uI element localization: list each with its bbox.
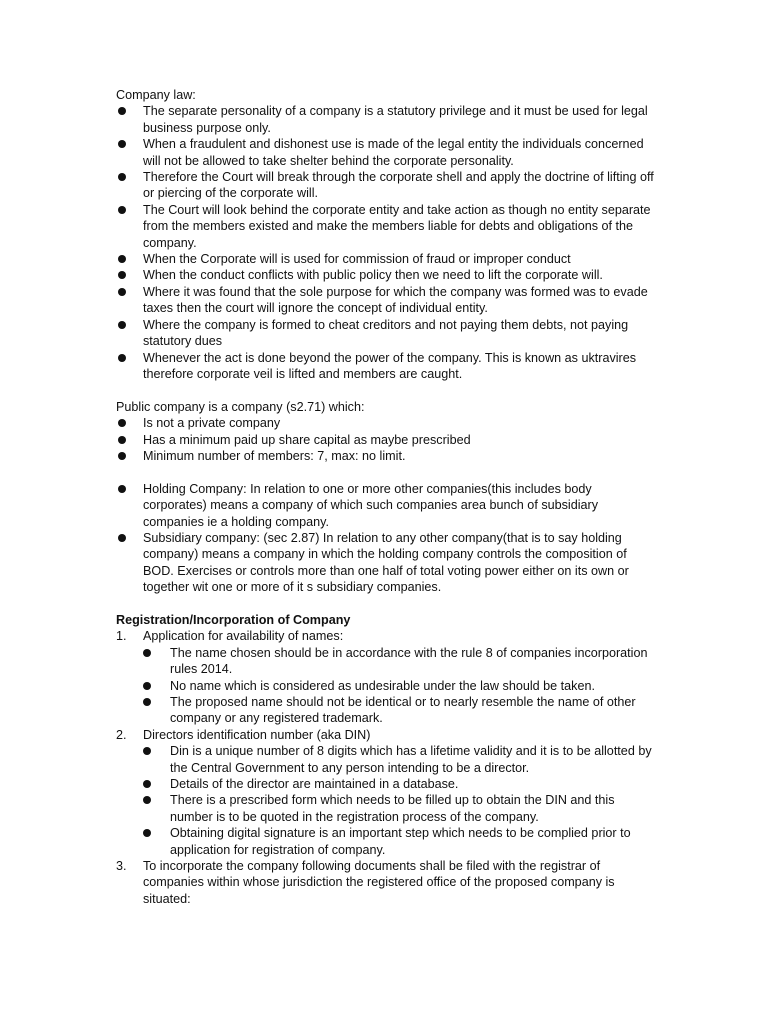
list-item: Where the company is formed to cheat creditors and not paying them debts, not paying statutory dues xyxy=(116,317,656,350)
list-item: Holding Company: In relation to one or more other companies(this includes body corporates) means a company of which such companies area bunch of subsidiary companies ie a holding company. xyxy=(116,481,656,530)
list-item: The name chosen should be in accordance with the rule 8 of companies incorporation rules 2014. xyxy=(143,645,656,678)
public-company-list xyxy=(116,415,656,464)
list-item: When a fraudulent and dishonest use is made of the legal entity the individuals concerned will not be allowed to take shelter behind the corporate personality. xyxy=(116,136,656,169)
registration-steps xyxy=(116,628,656,907)
spacer xyxy=(116,382,656,398)
list-item: Where it was found that the sole purpose for which the company was formed was to evade taxes then the court will ignore the concept of individual entity. xyxy=(116,284,656,317)
registration-heading: Registration/Incorporation of Company xyxy=(116,612,351,627)
list-item: Minimum number of members: 7, max: no limit. xyxy=(116,448,656,464)
step-sublist xyxy=(143,645,656,727)
list-item: The Court will look behind the corporate entity and take action as though no entity separate from the members existed and make the members liable for debts and obligations of the company. xyxy=(116,202,656,251)
company-law-heading: Company law: xyxy=(116,88,196,102)
list-item: Obtaining digital signature is an important step which needs to be complied prior to application for registration of company. xyxy=(143,825,656,858)
list-item: There is a prescribed form which needs to be filled up to obtain the DIN and this number is to be quoted in the registration process of the company. xyxy=(143,792,656,825)
list-item: Is not a private company xyxy=(116,415,656,431)
spacer xyxy=(116,464,656,480)
step-number: 2. xyxy=(116,727,127,742)
list-item: The proposed name should not be identical or to nearly resemble the name of other company or any registered trademark. xyxy=(143,694,656,727)
list-item: When the Corporate will is used for commission of fraud or improper conduct xyxy=(116,251,656,267)
step-text: Directors identification number (aka DIN) xyxy=(143,727,371,742)
list-item: Has a minimum paid up share capital as maybe prescribed xyxy=(116,432,656,448)
registration-step xyxy=(116,628,656,726)
step-text: Application for availability of names: xyxy=(143,629,344,644)
public-company-heading: Public company is a company (s2.71) which: xyxy=(116,399,365,414)
holding-subsidiary-list xyxy=(116,481,656,596)
step-text: To incorporate the company following documents shall be filed with the registrar of companies within whose jurisdiction the registered office of the proposed company is situated: xyxy=(143,859,615,906)
registration-step xyxy=(116,727,656,858)
list-item: When the conduct conflicts with public policy then we need to lift the corporate will. xyxy=(116,267,656,283)
list-item: Subsidiary company: (sec 2.87) In relation to any other company(that is to say holding company) means a company in which the holding company controls the composition of BOD. Exercises or controls more than one half of total voting power either on its own or together wit one or more of it s subsidiary companies. xyxy=(116,530,656,596)
step-number: 3. xyxy=(116,859,127,874)
registration-step xyxy=(116,858,656,907)
list-item: The separate personality of a company is a statutory privilege and it must be used for legal business purpose only. xyxy=(116,103,656,136)
step-sublist xyxy=(143,743,656,858)
list-item: No name which is considered as undesirable under the law should be taken. xyxy=(143,678,656,694)
spacer xyxy=(116,596,656,612)
list-item: Therefore the Court will break through the corporate shell and apply the doctrine of lifting off or piercing of the corporate will. xyxy=(116,169,656,202)
document-page xyxy=(116,87,656,907)
list-item: Din is a unique number of 8 digits which has a lifetime validity and it is to be allotted by the Central Government to any person intending to be a director. xyxy=(143,743,656,776)
step-number: 1. xyxy=(116,629,127,644)
company-law-list xyxy=(116,103,656,382)
list-item: Whenever the act is done beyond the power of the company. This is known as uktravires therefore corporate veil is lifted and members are caught. xyxy=(116,350,656,383)
list-item: Details of the director are maintained in a database. xyxy=(143,776,656,792)
